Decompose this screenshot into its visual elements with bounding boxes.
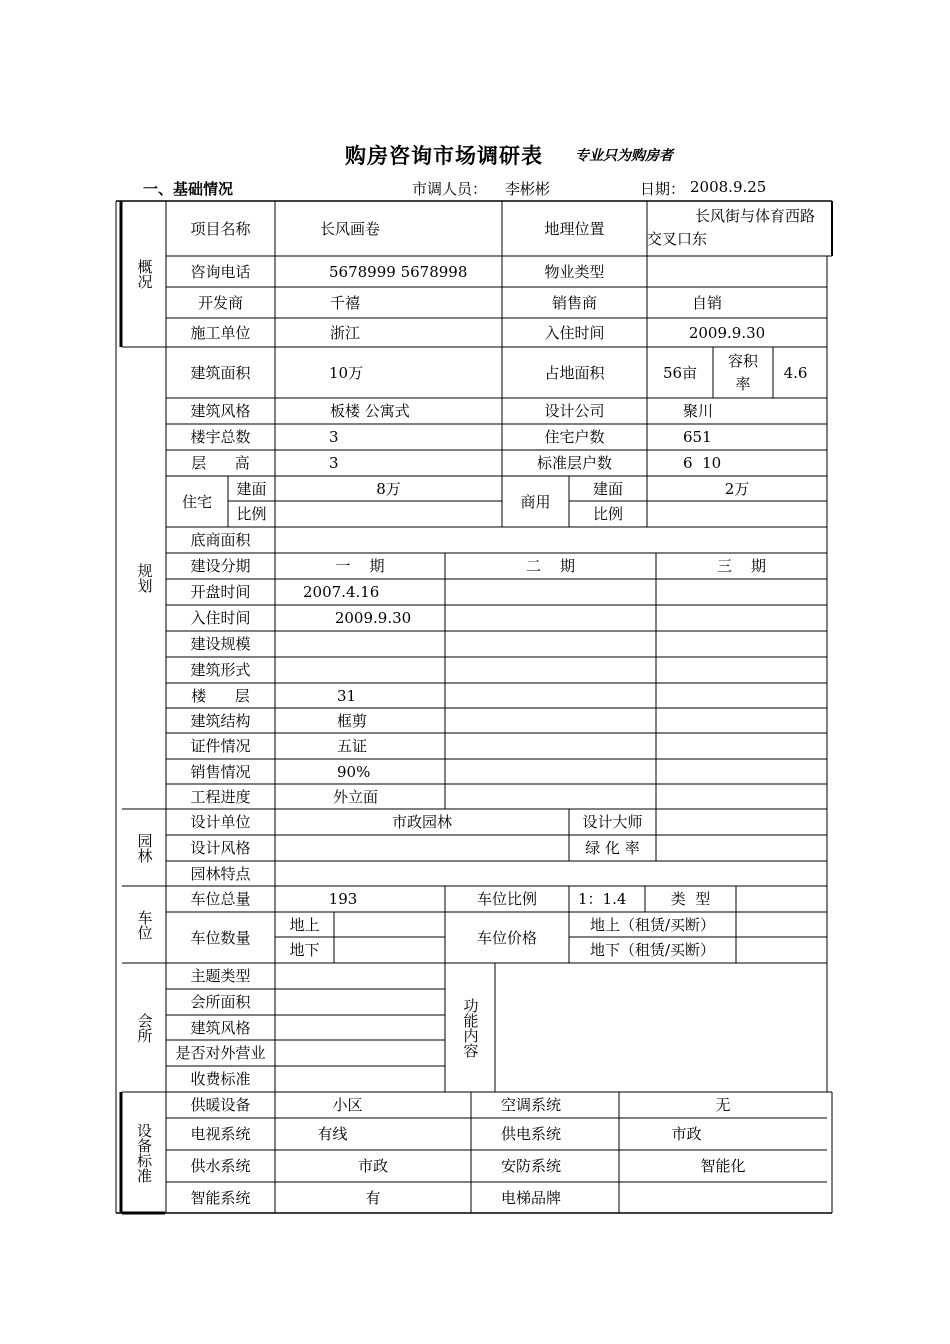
design-co-label: 设计公司	[544, 402, 605, 420]
garden-master-label: 设计大师	[582, 813, 643, 831]
parking-ratio-label: 车位比例	[476, 890, 537, 908]
garden-design-unit-label: 设计单位	[190, 813, 251, 831]
group-label: 概况	[135, 259, 154, 289]
households-label: 住宅户数	[544, 428, 605, 446]
surveyor-label: 市调人员：	[412, 180, 488, 198]
ac-value: 无	[715, 1096, 731, 1114]
build-area-value: 10万	[329, 363, 364, 382]
phase-row-value: 五证	[337, 737, 368, 755]
group-garden	[122, 809, 166, 886]
land-area-value: 56亩	[662, 363, 698, 382]
group-overview	[122, 201, 166, 347]
group-label: 规划	[135, 563, 154, 593]
group-label: 车位	[135, 909, 154, 940]
parking-count-label: 车位数量	[190, 928, 251, 947]
residential-label: 住宅	[181, 492, 212, 511]
surveyor-name: 李彬彬	[505, 180, 551, 198]
elevator-value	[619, 1182, 827, 1213]
phase-row-value	[275, 631, 445, 657]
water-label: 供水系统	[190, 1157, 251, 1175]
power-label: 供电系统	[500, 1125, 561, 1143]
phase-row-label: 入住时间	[190, 609, 251, 627]
style-value: 板楼 公寓式	[330, 402, 410, 420]
com-ratio-value	[647, 501, 827, 527]
per-floor-value: 6 10	[683, 454, 722, 472]
phase-label: 建设分期	[190, 557, 251, 575]
property-type-value	[647, 256, 827, 287]
phase-row-value: 2009.9.30	[334, 609, 412, 627]
move-in-label: 入住时间	[544, 323, 605, 342]
smart-value: 有	[365, 1188, 381, 1207]
group-label: 园林	[135, 832, 154, 863]
elevator-label: 电梯品牌	[500, 1188, 561, 1207]
garden-design-unit-value: 市政园林	[391, 813, 452, 831]
phase-row-value: 框剪	[337, 711, 368, 730]
phase-3-header: 三 期	[716, 557, 767, 575]
heating-value: 小区	[332, 1096, 363, 1114]
project-name-value: 长风画卷	[320, 219, 381, 238]
green-rate-label: 绿 化 率	[585, 839, 640, 857]
design-co-value: 聚川	[683, 402, 714, 420]
tv-value: 有线	[317, 1125, 348, 1143]
smart-label: 智能系统	[190, 1188, 251, 1207]
far-value: 4.6	[783, 363, 808, 382]
phase-row-value: 90%	[337, 762, 371, 781]
phase-row-label: 工程进度	[190, 787, 251, 806]
developer-label: 开发商	[197, 293, 243, 312]
parking-type-label: 类 型	[670, 890, 711, 908]
security-label: 安防系统	[500, 1157, 561, 1175]
garden-features-label: 园林特点	[190, 864, 251, 883]
floor-height-label: 层 高	[191, 454, 250, 472]
households-value: 651	[683, 428, 712, 446]
phase-row-label: 建筑形式	[190, 661, 251, 679]
res-area-value: 8万	[376, 479, 401, 498]
section-heading: 一、基础情况	[143, 180, 234, 198]
buildings-label: 楼宇总数	[190, 428, 251, 446]
power-value: 市政	[671, 1125, 702, 1143]
floor-height-value: 3	[329, 454, 339, 472]
land-area-label: 占地面积	[544, 363, 605, 382]
phase-row-value: 2007.4.16	[303, 583, 380, 601]
location-label: 地理位置	[544, 219, 605, 238]
seller-label: 销售商	[551, 293, 597, 312]
phase-1-header: 一 期	[335, 557, 385, 575]
phase-row-value: 31	[337, 686, 357, 705]
com-ratio-label: 比例	[592, 505, 623, 523]
com-area-label: 建面	[592, 479, 623, 498]
res-area-label: 建面	[236, 479, 267, 498]
group-equipment	[122, 1092, 166, 1213]
parking-below-label: 地下	[289, 941, 320, 959]
parking-ratio-value: 1：1.4	[578, 890, 627, 908]
parking-above-label: 地上	[289, 915, 320, 934]
club-row-label: 主题类型	[190, 967, 251, 985]
phase-row-label: 开盘时间	[190, 583, 251, 601]
water-value: 市政	[357, 1157, 388, 1175]
group-planning	[122, 347, 166, 809]
club-function-text: 功能内容	[461, 997, 480, 1058]
developer-value: 千禧	[330, 293, 361, 312]
property-type-label: 物业类型	[544, 262, 605, 281]
build-area-label: 建筑面积	[190, 363, 251, 382]
club-row-label: 收费标准	[190, 1070, 251, 1088]
date-value: 2008.9.25	[690, 178, 767, 196]
group-label: 设备标准	[135, 1122, 153, 1183]
club-row-label: 是否对外营业	[175, 1044, 266, 1062]
garden-style-label: 设计风格	[190, 839, 251, 857]
parking-total-value: 193	[328, 890, 358, 908]
group-parking	[122, 886, 166, 963]
res-ratio-label: 比例	[236, 505, 267, 523]
phase-row-value	[275, 657, 445, 683]
tv-label: 电视系统	[190, 1125, 251, 1143]
group-label: 会所	[135, 1012, 154, 1043]
club-row-label: 建筑风格	[190, 1018, 251, 1037]
page-title: 购房咨询市场调研表	[345, 143, 543, 168]
club-row-label: 会所面积	[190, 993, 251, 1011]
phase-row-label: 销售情况	[190, 762, 251, 781]
res-ratio-value	[275, 501, 502, 527]
heating-label: 供暖设备	[190, 1096, 251, 1114]
group-club	[122, 963, 166, 1092]
phase-row-label: 建筑结构	[190, 711, 251, 730]
location-value: 长风街与体育西路交叉口东	[647, 207, 816, 248]
far-label: 容积率	[727, 351, 758, 393]
move-in-value: 2009.9.30	[688, 323, 766, 342]
phase-row-label: 楼 层	[191, 686, 250, 705]
phone-label: 咨询电话	[190, 262, 251, 281]
project-name-label: 项目名称	[190, 219, 251, 238]
page-subtitle: 专业只为购房者	[575, 148, 673, 164]
per-floor-label: 标准层户数	[536, 454, 612, 472]
commercial-label: 商用	[520, 492, 551, 511]
style-label: 建筑风格	[190, 402, 251, 420]
builder-value: 浙江	[330, 323, 361, 342]
seller-value: 自销	[691, 293, 722, 312]
date-label: 日期：	[640, 180, 686, 198]
security-value: 智能化	[700, 1157, 746, 1175]
phase-row-label: 建设规模	[190, 635, 251, 653]
ac-label: 空调系统	[500, 1096, 561, 1114]
phase-row-value: 外立面	[333, 787, 379, 806]
com-area-value: 2万	[724, 479, 750, 498]
buildings-value: 3	[329, 428, 339, 446]
parking-total-label: 车位总量	[190, 890, 251, 908]
base-commercial-label: 底商面积	[190, 531, 251, 549]
parking-above-price-label: 地上（租赁/买断）	[589, 915, 716, 934]
phone-value: 5678999 5678998	[329, 262, 468, 281]
builder-label: 施工单位	[190, 323, 251, 342]
phase-row-label: 证件情况	[190, 737, 251, 755]
parking-below-price-label: 地下（租赁/买断）	[589, 941, 716, 959]
parking-price-label: 车位价格	[476, 928, 537, 947]
phase-2-header: 二 期	[525, 557, 576, 575]
club-function-label	[445, 963, 495, 1092]
